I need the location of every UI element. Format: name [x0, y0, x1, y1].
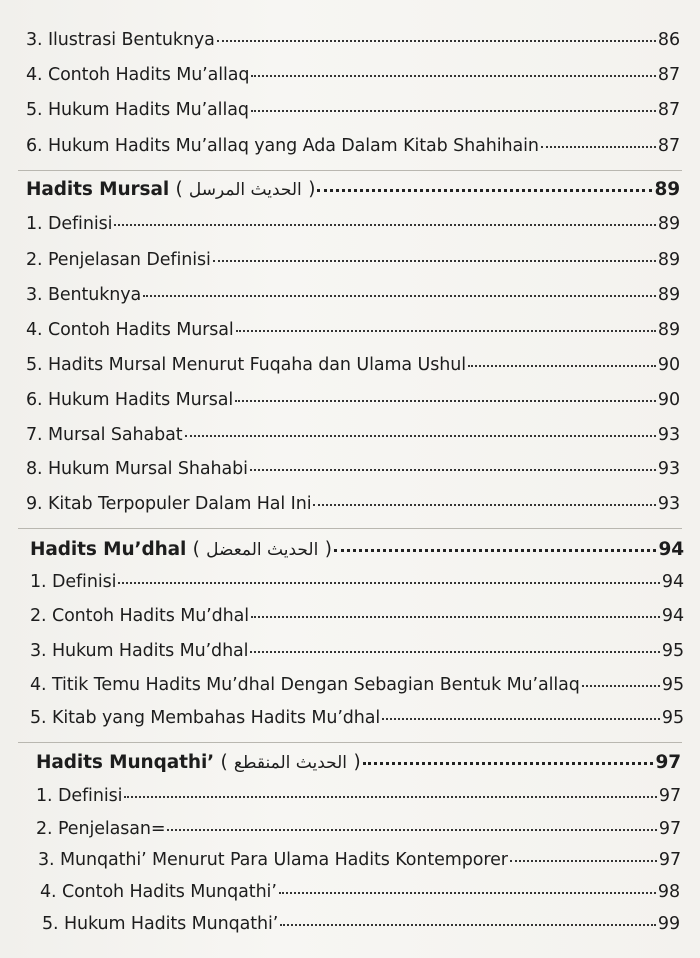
dot-leader — [279, 892, 656, 894]
section-heading-mudhal[interactable] — [30, 539, 684, 560]
dot-leader — [251, 110, 656, 112]
dot-leader — [185, 435, 656, 437]
toc-entry[interactable] — [26, 30, 680, 50]
entry-label: 6. Hukum Hadits Mursal — [26, 390, 234, 410]
dot-leader — [313, 504, 655, 506]
entry-page-number: 95 — [661, 708, 684, 728]
arabic-title: الحديث المرسل — [188, 180, 302, 200]
toc-entry[interactable] — [26, 250, 680, 270]
entry-page-number: 94 — [661, 572, 684, 592]
entry-label: 4. Contoh Hadits Mursal — [26, 320, 234, 340]
entry-label: 1. Definisi — [30, 572, 117, 592]
entry-page-number: 93 — [657, 459, 680, 479]
entry-page-number: 95 — [661, 641, 684, 661]
section-title: Hadits Munqathi’ ( الحديث المنقطع ) — [36, 752, 361, 773]
toc-entry[interactable] — [26, 355, 680, 375]
section-heading-mursal[interactable] — [26, 179, 680, 200]
dot-leader — [217, 40, 656, 42]
dot-leader — [250, 651, 659, 653]
section-page-number: 94 — [658, 539, 684, 560]
dot-leader — [251, 616, 660, 618]
entry-page-number: 90 — [657, 390, 680, 410]
toc-entry[interactable] — [26, 494, 680, 514]
entry-label: 5. Hukum Hadits Munqathi’ — [42, 914, 279, 934]
entry-page-number: 89 — [657, 285, 680, 305]
toc-entry[interactable] — [26, 459, 680, 479]
entry-label: 5. Kitab yang Membahas Hadits Mu’dhal — [30, 708, 381, 728]
entry-label: 4. Contoh Hadits Mu’allaq — [26, 65, 250, 85]
toc-entry[interactable] — [30, 606, 684, 626]
entry-label: 3. Hukum Hadits Mu’dhal — [30, 641, 249, 661]
entry-page-number: 90 — [657, 355, 680, 375]
toc-entry[interactable] — [30, 572, 684, 592]
entry-page-number: 87 — [657, 65, 680, 85]
dot-leader — [251, 75, 655, 77]
entry-label: 2. Penjelasan= — [36, 819, 166, 839]
dot-leader — [334, 549, 657, 552]
toc-entry[interactable] — [26, 285, 680, 305]
toc-entry[interactable] — [36, 786, 681, 806]
dot-leader — [143, 295, 656, 297]
toc-entry[interactable] — [26, 65, 680, 85]
entry-page-number: 93 — [657, 425, 680, 445]
toc-entry[interactable] — [30, 675, 684, 695]
entry-label: 3. Munqathi’ Menurut Para Ulama Hadits Kontemporer — [38, 850, 508, 870]
entry-label: 4. Titik Temu Hadits Mu’dhal Dengan Sebagian Bentuk Mu’allaq — [30, 675, 580, 695]
entry-label: 2. Penjelasan Definisi — [26, 250, 211, 270]
dot-leader — [124, 796, 657, 798]
entry-page-number: 95 — [661, 675, 684, 695]
section-title: Hadits Mursal ( الحديث المرسل ) — [26, 179, 316, 200]
entry-label: 5. Hukum Hadits Mu’allaq — [26, 100, 249, 120]
toc-entry[interactable] — [26, 214, 680, 234]
arabic-title: الحديث المنقطع — [233, 753, 348, 773]
dot-leader — [250, 469, 656, 471]
entry-page-number: 99 — [657, 914, 680, 934]
entry-label: 5. Hadits Mursal Menurut Fuqaha dan Ulama Ushul — [26, 355, 466, 375]
entry-label: 7. Mursal Sahabat — [26, 425, 183, 445]
section-heading-munqathi[interactable] — [36, 752, 681, 773]
entry-page-number: 86 — [657, 30, 680, 50]
entry-label: 3. Ilustrasi Bentuknya — [26, 30, 215, 50]
entry-label: 9. Kitab Terpopuler Dalam Hal Ini — [26, 494, 312, 514]
dot-leader — [114, 224, 656, 226]
section-page-number: 89 — [654, 179, 680, 200]
entry-label: 2. Contoh Hadits Mu’dhal — [30, 606, 250, 626]
entry-label: 1. Definisi — [36, 786, 123, 806]
toc-entry[interactable] — [30, 641, 684, 661]
section-divider — [18, 528, 682, 529]
dot-leader — [582, 685, 660, 687]
toc-entry[interactable] — [38, 850, 681, 870]
arabic-title: الحديث المعضل — [206, 540, 319, 560]
dot-leader — [317, 189, 652, 192]
toc-entry[interactable] — [26, 390, 680, 410]
entry-page-number: 98 — [657, 882, 680, 902]
entry-page-number: 93 — [657, 494, 680, 514]
entry-page-number: 87 — [657, 136, 680, 156]
toc-entry[interactable] — [36, 819, 681, 839]
dot-leader — [235, 400, 656, 402]
entry-page-number: 97 — [658, 819, 681, 839]
entry-page-number: 97 — [658, 850, 681, 870]
dot-leader — [118, 582, 660, 584]
section-page-number: 97 — [655, 752, 681, 773]
entry-page-number: 89 — [657, 214, 680, 234]
toc-entry[interactable] — [26, 425, 680, 445]
toc-entry[interactable] — [26, 320, 680, 340]
entry-label: 1. Definisi — [26, 214, 113, 234]
dot-leader — [510, 860, 657, 862]
dot-leader — [541, 146, 656, 148]
entry-label: 8. Hukum Mursal Shahabi — [26, 459, 248, 479]
entry-page-number: 97 — [658, 786, 681, 806]
dot-leader — [363, 762, 654, 765]
section-divider — [18, 170, 682, 171]
toc-entry[interactable] — [30, 708, 684, 728]
toc-entry[interactable] — [26, 136, 680, 156]
dot-leader — [280, 924, 656, 926]
toc-entry[interactable] — [42, 914, 680, 934]
dot-leader — [213, 260, 656, 262]
entry-label: 6. Hukum Hadits Mu’allaq yang Ada Dalam Kitab Shahihain — [26, 136, 539, 156]
entry-label: 4. Contoh Hadits Munqathi’ — [40, 882, 277, 902]
toc-entry[interactable] — [40, 882, 680, 902]
section-divider — [18, 742, 682, 743]
entry-page-number: 89 — [657, 250, 680, 270]
dot-leader — [382, 718, 660, 720]
entry-page-number: 94 — [661, 606, 684, 626]
entry-page-number: 89 — [657, 320, 680, 340]
dot-leader — [468, 365, 656, 367]
dot-leader — [167, 829, 656, 831]
entry-page-number: 87 — [657, 100, 680, 120]
dot-leader — [236, 330, 656, 332]
toc-entry[interactable] — [26, 100, 680, 120]
section-title: Hadits Mu’dhal ( الحديث المعضل ) — [30, 539, 332, 560]
entry-label: 3. Bentuknya — [26, 285, 142, 305]
